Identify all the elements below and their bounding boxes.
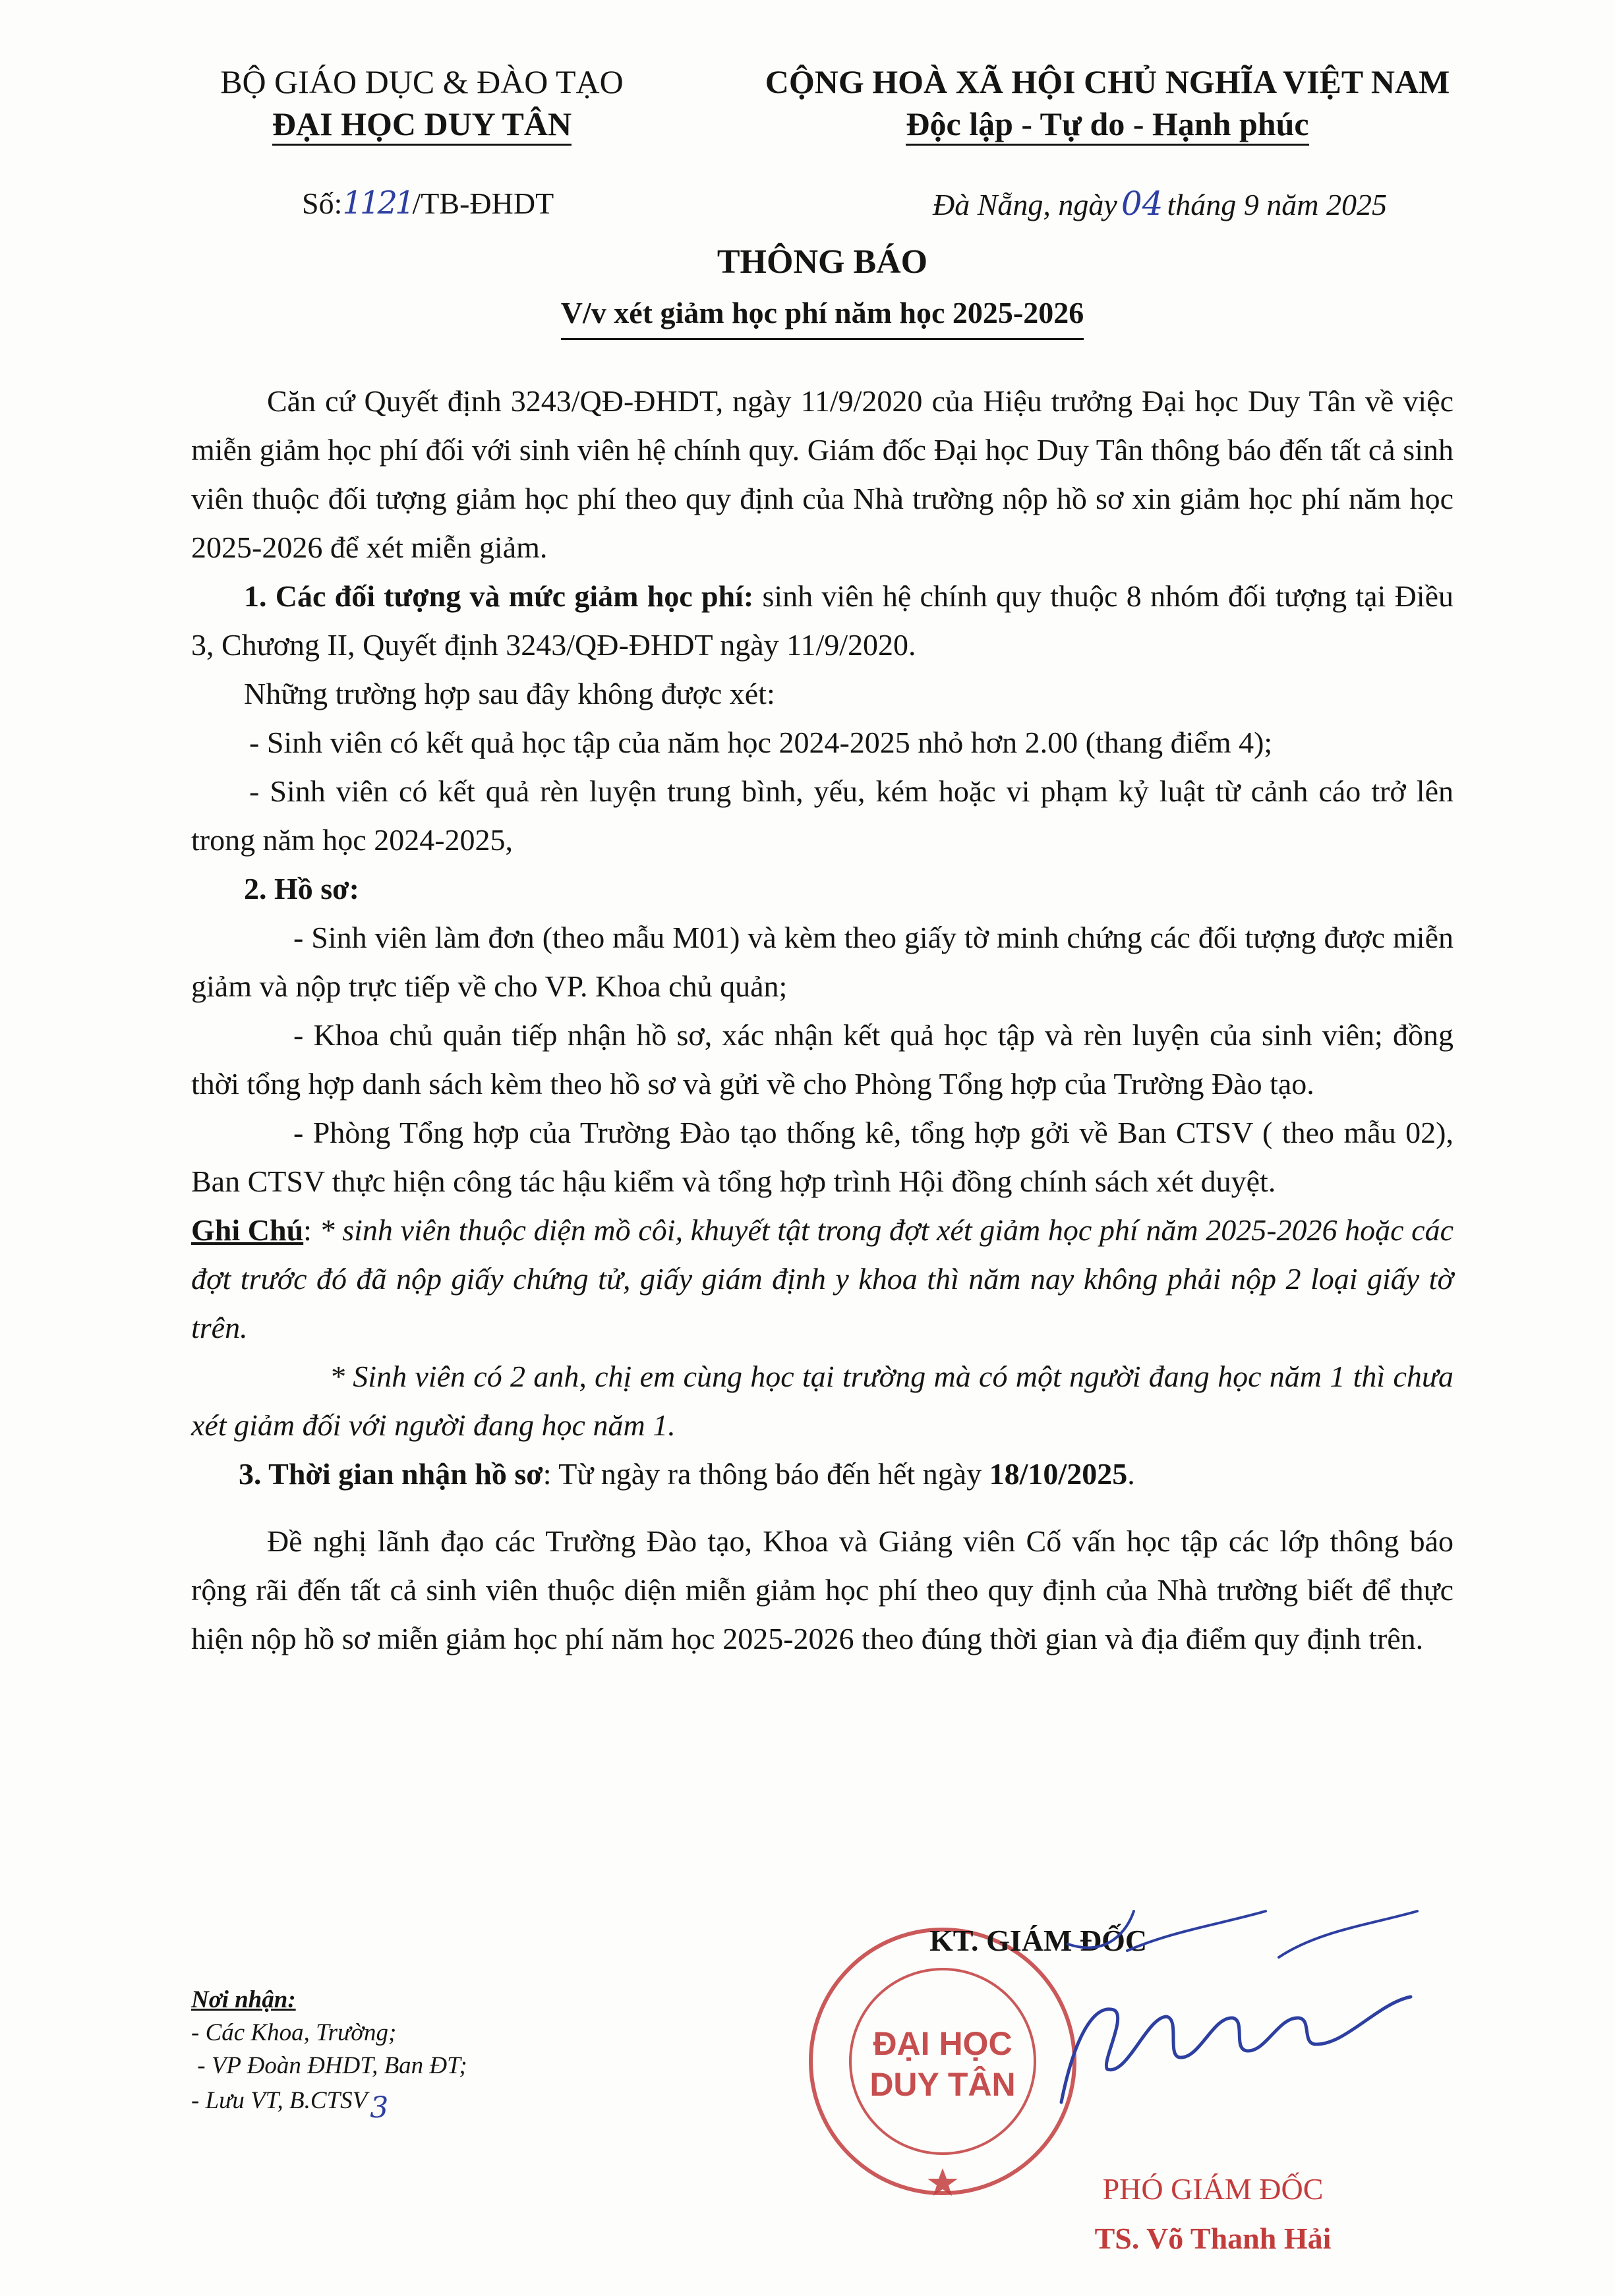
exclude-intro: Những trường hợp sau đây không được xét:: [244, 677, 775, 710]
dossier-item-1: - Sinh viên làm đơn (theo mẫu M01) và kèm theo giấy tờ minh chứng các đối tượng được miễn giảm và nộp trực tiếp về cho VP. Khoa chủ quản;: [191, 921, 1454, 1003]
section-1-text: sinh viên hệ chính quy thuộc 8 nhóm đối tượng tại Điều 3, Chương II, Quyết định 3243/QĐ-ĐHDT ngày 11/9/2020.: [191, 579, 1454, 662]
recipient-item: - VP Đoàn ĐHDT, Ban ĐT;: [191, 2052, 467, 2079]
document-date: [933, 185, 1387, 223]
signature-name: TS. Võ Thanh Hải: [1094, 2222, 1332, 2255]
country-name: CỘNG HOÀ XÃ HỘI CHỦ NGHĨA VIỆT NAM: [765, 63, 1450, 100]
closing-paragraph: Đề nghị lãnh đạo các Trường Đào tạo, Khoa và Giảng viên Cố vấn học tập các lớp thông báo rộng rãi đến tất cả sinh viên thuộc diện miễn giảm học phí theo quy định của Nhà trường biết để thực hiện nộp hồ sơ miễn giảm học phí năm học 2025-2026 theo đúng thời gian và địa điểm quy định trên.: [191, 1524, 1454, 1655]
signature-deputy: PHÓ GIÁM ĐỐC: [1102, 2172, 1324, 2206]
section-3: [191, 1450, 1454, 1499]
section-2-label: [191, 865, 1454, 913]
section-3-date: 18/10/2025: [989, 1457, 1128, 1491]
note-1-text: * sinh viên thuộc diện mồ côi, khuyết tật trong đợt xét giảm học phí năm 2025-2026 hoặc các đợt trước đó đã nộp giấy chứng tử, giấy giám định y khoa thì năm nay không phải nộp 2 loại giấy tờ trên.: [191, 1213, 1454, 1344]
exclude-item-1: - Sinh viên có kết quả học tập của năm học 2024-2025 nhỏ hơn 2.00 (thang điểm 4);: [249, 726, 1273, 759]
left-header: [191, 61, 653, 146]
signature-block: [778, 1905, 1457, 2274]
note-label: Ghi Chú: [191, 1213, 304, 1247]
recipient-handwritten-count: 3: [370, 2091, 389, 2125]
motto: Độc lập - Tự do - Hạnh phúc: [906, 104, 1308, 146]
date-prefix: Đà Nẵng, ngày: [933, 188, 1117, 221]
section-1-label: 1. Các đối tượng và mức giảm học phí:: [244, 579, 754, 613]
number-suffix: /TB-ĐHDT: [412, 187, 554, 220]
signature-director: GIÁM ĐỐC: [986, 1924, 1148, 1957]
seal-line-2: DUY TÂN: [869, 2066, 1016, 2103]
intro-paragraph: Căn cứ Quyết định 3243/QĐ-ĐHDT, ngày 11/9/2020 của Hiệu trưởng Đại học Duy Tân về việc miễn giảm học phí đối với sinh viên hệ chính quy. Giám đốc Đại học Duy Tân thông báo đến tất cả sinh viên thuộc đối tượng giảm học phí theo quy định của Nhà trường nộp hồ sơ xin giảm học phí năm học 2025-2026 để xét miễn giảm.: [191, 384, 1454, 564]
recipient-item: - Các Khoa, Trường;: [191, 2019, 397, 2046]
section-3-end: .: [1127, 1457, 1135, 1491]
signature-kt: KT.: [929, 1924, 979, 1957]
doc-subtitle-wrap: [191, 295, 1454, 340]
number-prefix: Số:: [302, 187, 343, 220]
document-number: [302, 185, 554, 221]
date-day-handwritten: 04: [1121, 185, 1163, 223]
doc-title: THÔNG BÁO: [717, 243, 928, 281]
recipients-label: Nơi nhận:: [191, 1986, 296, 2013]
ministry-name: BỘ GIÁO DỤC & ĐÀO TẠO: [220, 63, 624, 100]
number-handwritten: 1121: [342, 185, 413, 221]
body: [191, 377, 1454, 1663]
handwritten-signature-icon: [1002, 1905, 1424, 2122]
exclude-item-2: - Sinh viên có kết quả rèn luyện trung bình, yếu, kém hoặc vi phạm kỷ luật từ cảnh cáo trở lên trong năm học 2024-2025,: [191, 774, 1454, 857]
date-suffix: tháng 9 năm 2025: [1167, 188, 1387, 221]
doc-subtitle: V/v xét giảm học phí năm học 2025-2026: [561, 295, 1084, 340]
note-2: * Sinh viên có 2 anh, chị em cùng học tại trường mà có một người đang học năm 1 thì chưa xét giảm đối với người đang học năm 1.: [191, 1360, 1454, 1442]
university-name: ĐẠI HỌC DUY TÂN: [272, 104, 572, 146]
recipients: [191, 1984, 467, 2125]
note-1: [191, 1206, 1454, 1352]
note-colon: :: [303, 1213, 320, 1247]
right-header: [712, 61, 1503, 146]
dossier-item-2: - Khoa chủ quản tiếp nhận hồ sơ, xác nhận kết quả học tập và rèn luyện của sinh viên; đồng thời tổng hợp danh sách kèm theo hồ sơ và gửi về cho Phòng Tổng hợp của Trường Đào tạo.: [191, 1018, 1454, 1101]
recipient-item: [191, 2082, 467, 2125]
dossier-item-3: - Phòng Tổng hợp của Trường Đào tạo thống kê, tổng hợp gởi về Ban CTSV ( theo mẫu 02), Ban CTSV thực hiện công tác hậu kiểm và tổng hợp trình Hội đồng chính sách xét duyệt.: [191, 1116, 1454, 1198]
seal-line-1: ĐẠI HỌC: [873, 2025, 1013, 2062]
section-3-label: 3. Thời gian nhận hồ sơ: [239, 1457, 543, 1491]
section-2-label-text: 2. Hồ sơ:: [244, 872, 359, 905]
section-3-text: : Từ ngày ra thông báo đến hết ngày: [543, 1457, 989, 1491]
section-1: [191, 572, 1454, 670]
recipient-item-text: - Lưu VT, B.CTSV: [191, 2087, 368, 2114]
